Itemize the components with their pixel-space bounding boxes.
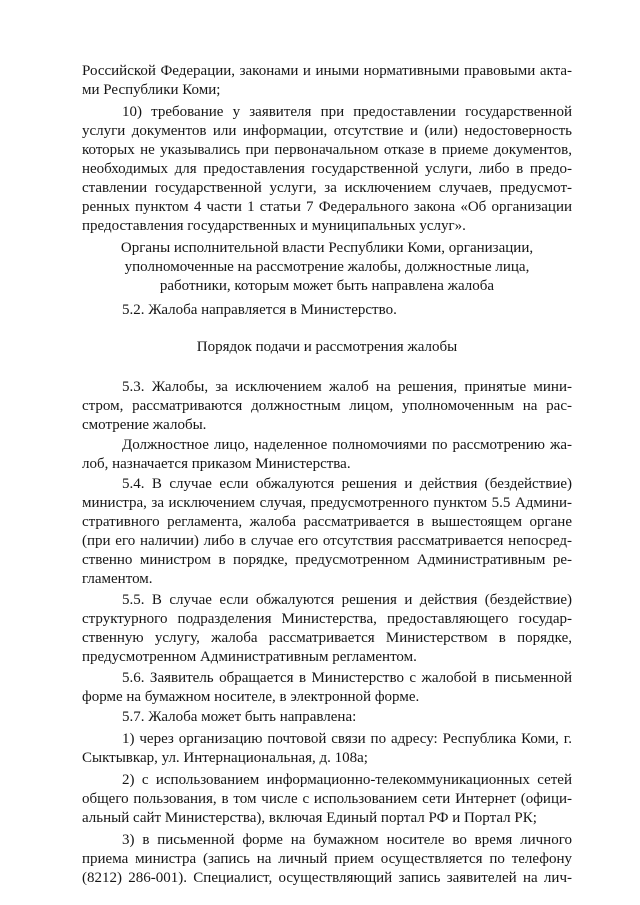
text-line: Должностное лицо, наделенное полномочиями по рассмотрению жа- xyxy=(122,437,572,453)
text-line: ставлении государственной услуги, за исключением случаев, предусмот- xyxy=(82,180,572,196)
text-line: ственно министром в порядке, предусмотренном Административным ре- xyxy=(82,552,572,568)
text-line: которых не указывались при первоначальном отказе в приеме документов, xyxy=(82,142,572,158)
text-line: общего пользования, в том числе с использованием сети Интернет (офици- xyxy=(82,791,572,807)
text-line: альный сайт Министерства), включая Единый портал РФ и Портал РК; xyxy=(82,810,537,826)
section-heading-line: уполномоченные на рассмотрение жалобы, должностные лица, xyxy=(124,259,530,275)
text-line: приема министра (запись на личный прием осуществляется по телефону xyxy=(82,851,572,867)
section-heading-line: работники, которым может быть направлена жалоба xyxy=(159,278,495,294)
text-line: 2) с использованием информационно-телекоммуникационных сетей xyxy=(122,772,572,788)
text-line: (при его наличии) либо в случае его отсутствия рассматривается непосред- xyxy=(82,533,572,549)
text-line: стром, рассматриваются должностным лицом, уполномоченным на рас- xyxy=(82,398,572,414)
text-line: 1) через организацию почтовой связи по адресу: Республика Коми, г. xyxy=(122,731,572,747)
text-line: 3) в письменной форме на бумажном носителе во время личного xyxy=(122,832,572,848)
text-line: ренных пунктом 4 части 1 статьи 7 Федерального закона «Об организации xyxy=(82,199,572,215)
text-line: форме на бумажном носителе, в электронной форме. xyxy=(82,689,420,705)
text-line: Российской Федерации, законами и иными нормативными правовыми акта- xyxy=(82,63,572,79)
text-line: Сыктывкар, ул. Интернациональная, д. 108а; xyxy=(82,750,368,766)
text-line: гламентом. xyxy=(82,571,153,587)
text-line: 5.2. Жалоба направляется в Министерство. xyxy=(122,302,397,318)
section-heading-line: Порядок подачи и рассмотрения жалобы xyxy=(196,339,458,355)
text-line: (8212) 286-001). Специалист, осуществляющий запись заявителей на лич- xyxy=(82,870,572,886)
text-line: ми Республики Коми; xyxy=(82,82,221,98)
text-line: структурного подразделения Министерства, предоставляющего государ- xyxy=(82,611,572,627)
text-line: лоб, назначается приказом Министерства. xyxy=(82,456,351,472)
text-line: предусмотренном Административным регламентом. xyxy=(82,649,417,665)
text-line: стративного регламента, жалоба рассматривается в вышестоящем органе xyxy=(82,514,572,530)
text-line: 5.5. В случае если обжалуются решения и действия (бездействие) xyxy=(122,592,572,608)
text-line: 5.4. В случае если обжалуются решения и действия (бездействие) xyxy=(122,476,572,492)
text-line: смотрение жалобы. xyxy=(82,417,207,433)
text-line: 10) требование у заявителя при предоставлении государственной xyxy=(122,104,572,120)
text-line: услуги документов или информации, отсутствие и (или) недостоверность xyxy=(82,123,572,139)
text-line: 5.3. Жалобы, за исключением жалоб на решения, принятые мини- xyxy=(122,379,572,395)
section-heading-line: Органы исполнительной власти Республики Коми, организации, xyxy=(120,240,534,256)
text-line: 5.6. Заявитель обращается в Министерство с жалобой в письменной xyxy=(122,670,572,686)
text-line: 5.7. Жалоба может быть направлена: xyxy=(122,709,357,725)
text-line: министра, за исключением случая, предусмотренного пунктом 5.5 Админи- xyxy=(82,495,572,511)
text-line: предоставления государственных и муниципальных услуг». xyxy=(82,218,466,234)
text-line: ственную услугу, жалоба рассматривается Министерством в порядке, xyxy=(82,630,572,646)
text-line: необходимых для предоставления государственной услуги, либо в предо- xyxy=(82,161,572,177)
